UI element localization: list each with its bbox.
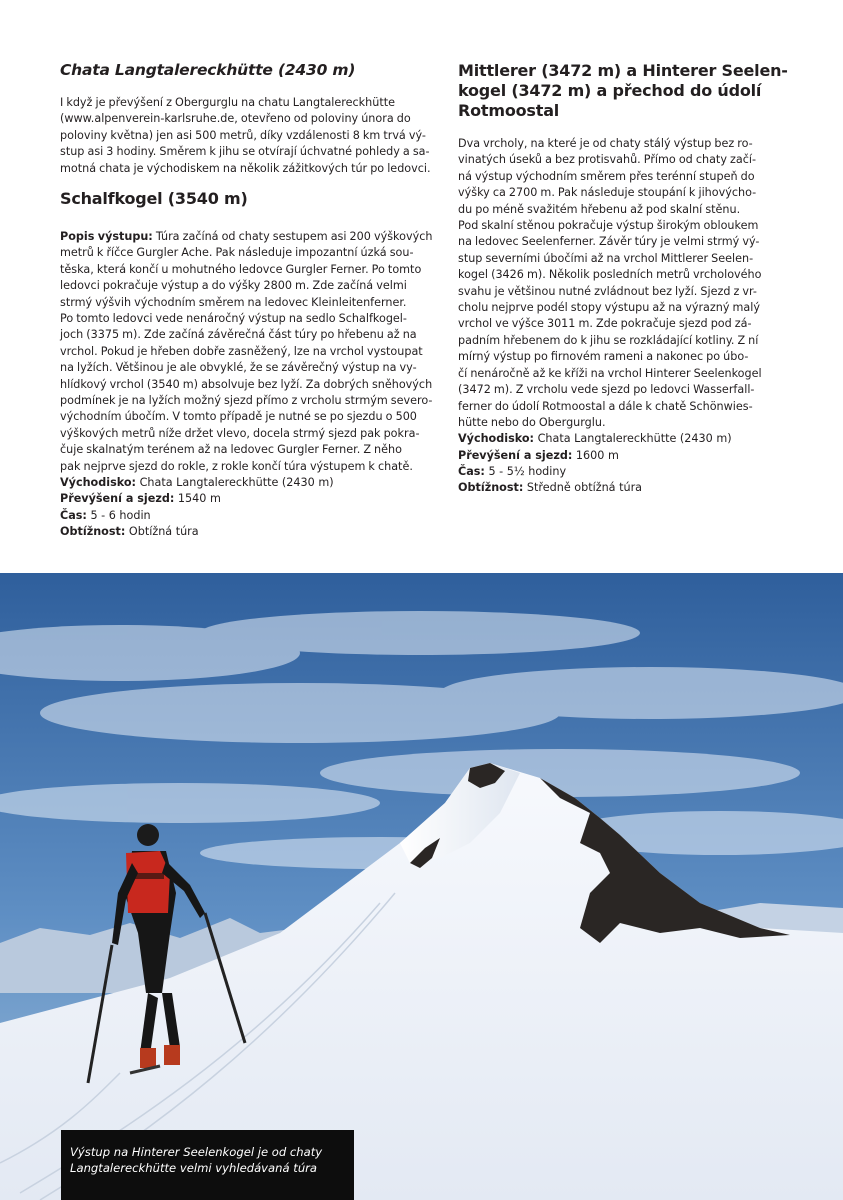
body-line: hütte nebo do Obergurglu. [458, 415, 606, 429]
body-line: ná výstup východním směrem přes terénní stupeň do [458, 169, 755, 183]
hut-heading: Chata Langtalereckhütte (2430 m) [60, 61, 356, 79]
route-line: strmý výšvih východním směrem na ledovec Kleinleitenferner. [60, 295, 407, 309]
seelenkogel-body [458, 136, 784, 496]
fact-elevation: Převýšení a sjezd: 1600 m [458, 448, 619, 462]
route-line: výškových metrů níže držet vlevo, docela strmý sjezd pak pokra- [60, 426, 420, 440]
body-line: du po méně svažitém hřebenu až pod skalní stěnu. [458, 202, 741, 216]
schalfkogel-heading: Schalfkogel (3540 m) [60, 189, 248, 208]
intro-line: (www.alpenverein-karlsruhe.de, otevřeno od poloviny února do [60, 112, 411, 126]
route-line: ledovci pokračuje výstup a do výšky 2800 m. Zde začíná velmi [60, 279, 407, 293]
route-label: Popis výstupu: [60, 230, 153, 243]
fact-elevation: Převýšení a sjezd: 1540 m [60, 492, 221, 506]
caption-line: Langtalereckhütte velmi vyhledávaná túra [70, 1161, 318, 1175]
body-line: (3472 m). Z vrcholu vede sjezd po ledovci Wasserfall- [458, 383, 755, 397]
route-line: pak nejprve sjezd do rokle, z rokle končí túra výstupem k chatě. [60, 459, 413, 473]
fact-time: Čas: 5 - 6 hodin [60, 508, 151, 522]
route-line: čuje skalnatým terénem až na ledovec Gurgler Ferner. Z něho [60, 443, 402, 457]
heading-line: Mittlerer (3472 m) a Hinterer Seelen- [458, 61, 788, 80]
body-line: ferner do údolí Rotmoostal a dále k chatě Schönwies- [458, 399, 753, 413]
route-line: východním úbočím. V tomto případě je nutné se po sjezdu o 500 [60, 410, 417, 424]
hut-intro [60, 95, 440, 177]
fact-start: Východisko: Chata Langtalereckhütte (2430 m) [458, 432, 732, 446]
intro-line: motná chata je východiskem na několik zážitkových túr po ledovci. [60, 161, 431, 175]
body-line: výšky ca 2700 m. Pak následuje stoupání k jihovýcho- [458, 186, 757, 200]
body-line: vinatých úseků a bez protisvahů. Přímo od chaty začí- [458, 153, 757, 167]
fact-time: Čas: 5 - 5½ hodiny [458, 464, 567, 478]
route-line: metrů k říčce Gurgler Ache. Pak následuje impozantní úzká sou- [60, 246, 414, 260]
body-line: kogel (3426 m). Několik posledních metrů vrcholového [458, 268, 762, 282]
route-line: hlídkový vrchol (3540 m) absolvuje bez lyží. Za dobrých sněhových [60, 377, 433, 391]
fact-difficulty: Obtížnost: Obtížná túra [60, 524, 199, 538]
ski-tour-illustration [0, 573, 843, 1200]
intro-line: I když je převýšení z Obergurglu na chatu Langtalereckhütte [60, 96, 395, 109]
route-line: na lyžích. Většinou je ale obvyklé, že se závěrečný výstup na vy- [60, 361, 417, 375]
photo-caption [61, 1130, 354, 1200]
body-line: Pod skalní stěnou pokračuje výstup širokým obloukem [458, 219, 759, 233]
schalfkogel-route [60, 229, 440, 540]
body-line: na ledovec Seelenferner. Závěr túry je velmi strmý vý- [458, 235, 760, 249]
intro-line: poloviny května) jen asi 500 metrů, díky vzdálenosti 8 km trvá vý- [60, 128, 426, 142]
caption-line: Výstup na Hinterer Seelenkogel je od chaty [70, 1145, 323, 1159]
heading-line: kogel (3472 m) a přechod do údolí [458, 81, 762, 100]
body-line: padním hřebenem do k jihu se rozkládající kotliny. Z ní [458, 333, 759, 347]
body-line: čí nenáročně až ke kříži na vrchol Hinterer Seelenkogel [458, 366, 762, 380]
heading-line: Rotmoostal [458, 101, 560, 120]
fact-start: Východisko: Chata Langtalereckhütte (2430 m) [60, 476, 334, 490]
route-line: podmínek je na lyžích možný sjezd přímo z vrcholu strmým severo- [60, 394, 433, 408]
intro-line: stup asi 3 hodiny. Směrem k jihu se otvírají úchvatné pohledy a sa- [60, 145, 430, 159]
body-line: mírný výstup po firnovém rameni a nakonec po úbo- [458, 350, 749, 364]
route-line: těska, která končí u mohutného ledovce Gurgler Ferner. Po tomto [60, 262, 422, 276]
body-line: cholu nejprve podél stopy výstupu až na výrazný malý [458, 301, 761, 315]
body-line: Dva vrcholy, na které je od chaty stálý výstup bez ro- [458, 137, 753, 150]
route-line: Po tomto ledovci vede nenáročný výstup na sedlo Schalfkogel- [60, 312, 407, 326]
fact-difficulty: Obtížnost: Středně obtížná túra [458, 480, 643, 494]
body-line: vrchol ve výšce 3011 m. Zde pokračuje sjezd pod zá- [458, 317, 752, 331]
route-line: Túra začíná od chaty sestupem asi 200 výškových [152, 230, 433, 243]
mountain-photo [0, 573, 843, 1200]
route-line: vrchol. Pokud je hřeben dobře zasněžený, lze na vrchol vystoupat [60, 344, 423, 358]
body-line: stup severními úbočími až na vrchol Mittlerer Seelen- [458, 251, 754, 265]
seelenkogel-heading [458, 61, 788, 121]
body-line: svahu je většinou nutné zvládnout bez lyží. Sjezd z vr- [458, 284, 757, 298]
route-line: joch (3375 m). Zde začíná závěrečná část túry po hřebenu až na [60, 328, 417, 342]
